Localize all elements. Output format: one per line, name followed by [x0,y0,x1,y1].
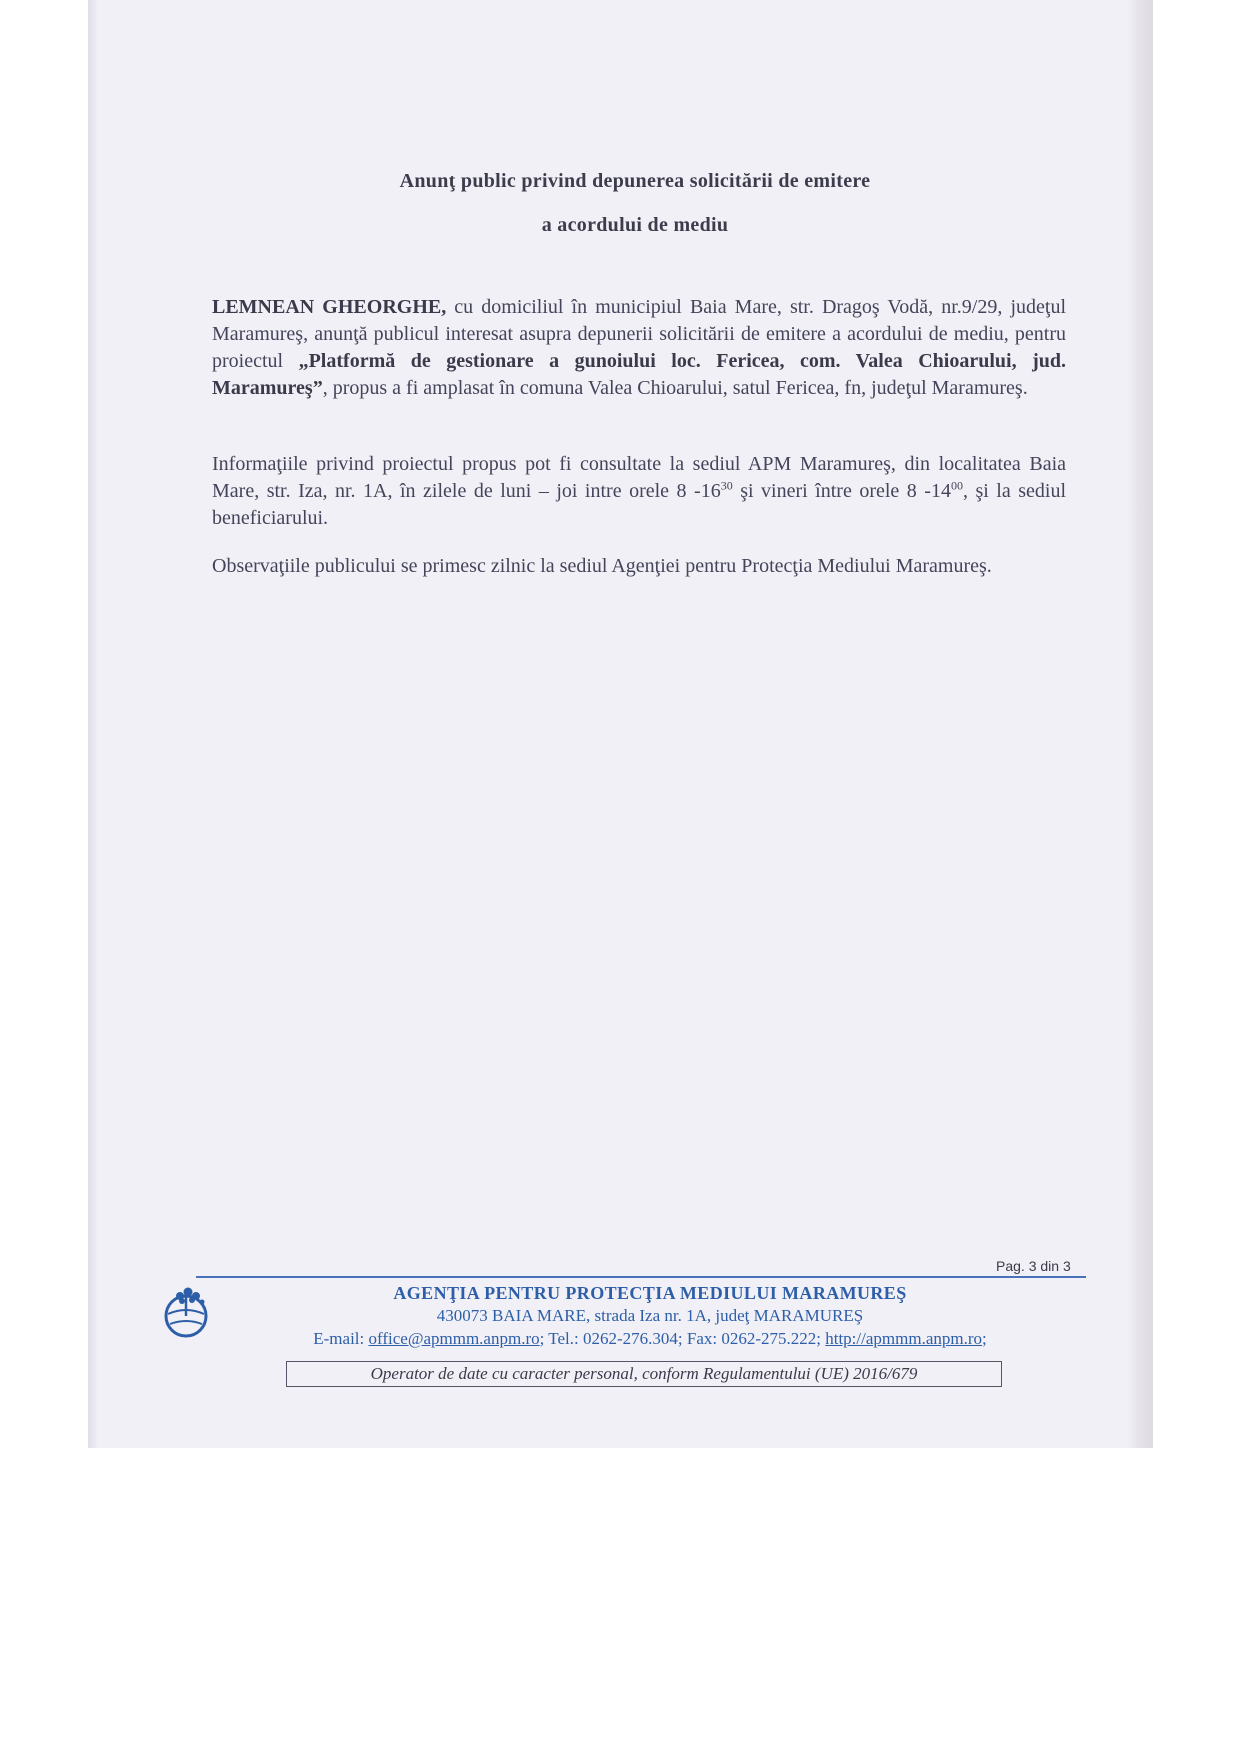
information-paragraph [212,451,1066,532]
paragraph2-text-a: Informaţiile privind proiectul propus pot fi consultate la sediul APM Maramureş, din localitatea Baia Mare, str. Iza, nr. 1A, în zilele de luni – joi intre orele 8 -16 [212,453,1066,502]
email-link[interactable]: office@apmmm.anpm.ro [368,1329,540,1348]
document-title-line-2: a acordului de mediu [541,214,729,236]
paragraph1-text-b: , propus a fi amplasat în comuna Valea Chioarului, satul Fericea, fn, judeţul Maramureş. [322,377,1028,399]
document-title-line-1: Anunţ public privind depunerea solicitării de emitere [399,170,871,192]
contact-trailing: ; [982,1329,987,1348]
page-number: Pag. 3 din 3 [996,1258,1071,1274]
paragraph2-text-b: şi vineri între orele 8 -14 [732,480,951,502]
applicant-name: LEMNEAN GHEORGHE, [212,296,447,318]
hours-superscript-weekday: 30 [720,478,733,493]
observations-paragraph: Observaţiile publicului se primesc zilnic la sediul Agenţiei pentru Protecţia Mediului Maramureş. [212,555,992,577]
agency-address: 430073 BAIA MARE, strada Iza nr. 1A, judeţ MARAMUREŞ [436,1306,864,1325]
paragraph1-text-a: cu domiciliul în municipiul Baia Mare, str. Dragoş Vodă, nr.9/29, judeţul Maramureş, anunţă publicul interesat asupra depunerii solicitării de emitere a acordului de mediu, pentru proiectul [212,296,1066,372]
globe-tree-logo-icon [160,1284,216,1340]
agency-name: AGENŢIA PENTRU PROTECŢIA MEDIULUI MARAMUREŞ [393,1283,907,1303]
project-name: „Platformă de gestionare a gunoiului loc. Fericea, com. Valea Chioarului, jud. Maramureş” [212,350,1066,399]
footer-divider [196,1276,1086,1278]
announcement-paragraph [212,294,1066,402]
hours-superscript-friday: 00 [950,478,963,493]
agency-contact-line [220,1329,1080,1349]
scan-shadow-right [1128,0,1153,1448]
phone-fax: ; Tel.: 0262-276.304; Fax: 0262-275.222; [539,1329,826,1348]
scan-shadow-left [88,0,98,1448]
website-link[interactable]: http://apmmm.anpm.ro [825,1329,982,1348]
gdpr-notice: Operator de date cu caracter personal, conform Regulamentului (UE) 2016/679 [286,1361,1002,1387]
paragraph2-text-c: , şi la sediul beneficiarului. [212,480,1067,529]
email-label: E-mail: [313,1329,369,1348]
